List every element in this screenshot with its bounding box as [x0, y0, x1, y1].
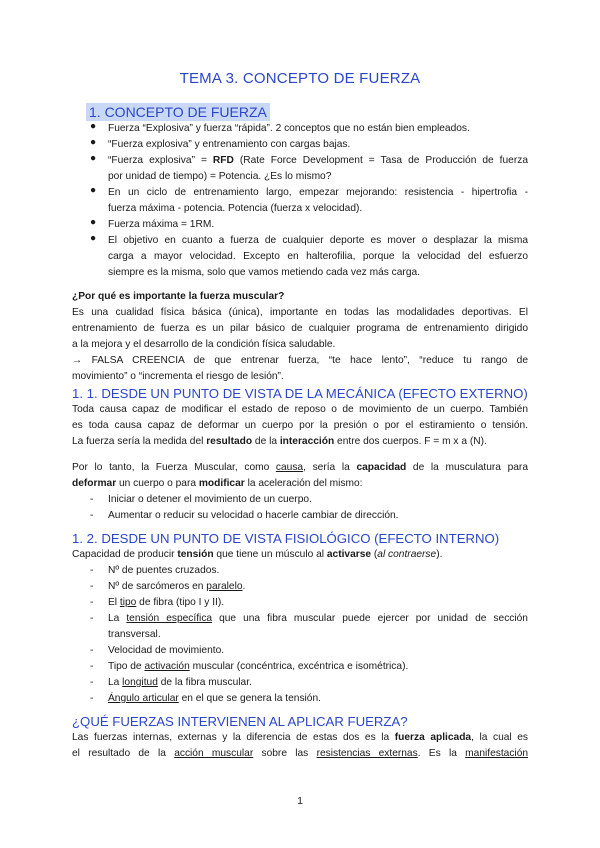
paragraph-line: movimiento” o “incrementa el riesgo de lesión”. — [72, 371, 284, 382]
paragraph-line: → FALSA CREENCIA de que entrenar fuerza, “te hace lento”, “reduce tu rango de — [72, 355, 528, 366]
paragraph-line: deformar un cuerpo o para modificar la aceleración del mismo: — [72, 478, 363, 489]
section-heading-fuerzas: ¿QUÉ FUERZAS INTERVIENEN AL APLICAR FUERZA? — [72, 714, 408, 729]
dash-marker: - — [90, 613, 94, 624]
paragraph-line: Capacidad de producir tensión que tiene un músculo al activarse (al contraerse). — [72, 549, 443, 560]
paragraph-line: La fuerza sería la medida del resultado de la interacción entre dos cuerpos. F = m x a (N). — [72, 436, 487, 447]
list-item: Fuerza “Explosiva” y fuerza “rápida”. 2 conceptos que no están bien empleados. — [108, 123, 470, 134]
bullet-marker: ● — [90, 137, 97, 148]
list-item-continuation: fuerza máxima - potencia. Potencia (fuerza x velocidad). — [108, 203, 363, 214]
list-item: “Fuerza explosiva” = RFD (Rate Force Development = Tasa de Producción de fuerza — [108, 155, 528, 166]
list-item-continuation: siempre es la misma, solo que vamos metiendo cada vez más carga. — [108, 267, 420, 278]
bullet-marker: ● — [90, 185, 97, 196]
list-item: Iniciar o detener el movimiento de un cuerpo. — [108, 494, 312, 505]
list-item: “Fuerza explosiva” y entrenamiento con cargas bajas. — [108, 139, 351, 150]
paragraph-line: a la mejora y el desarrollo de la condición física saludable. — [72, 339, 336, 350]
dash-marker: - — [90, 677, 94, 688]
list-item: Velocidad de movimiento. — [108, 645, 225, 656]
list-item: El objetivo en cuanto a fuerza de cualquier deporte es mover o desplazar la misma — [108, 235, 528, 246]
dash-marker: - — [90, 494, 94, 505]
paragraph-line: el resultado de la acción muscular sobre las resistencias externas. Es la manifestación — [72, 748, 529, 759]
paragraph-line: entrenamiento de fuerza es un pilar básico de cualquier programa de entrenamiento dirigido — [72, 323, 528, 334]
bullet-marker: ● — [90, 233, 97, 244]
list-item: El tipo de fibra (tipo I y II). — [108, 597, 225, 608]
section-heading-mecanica: 1. 1. DESDE UN PUNTO DE VISTA DE LA MECÁNICA (EFECTO EXTERNO) — [72, 386, 528, 401]
list-item: Nº de puentes cruzados. — [108, 565, 220, 576]
paragraph-line: Es una cualidad física básica (única), importante en todas las modalidades deportivas. El — [72, 307, 528, 318]
dash-marker: - — [90, 693, 94, 704]
list-item: La longitud de la fibra muscular. — [108, 677, 252, 688]
paragraph-line: es toda causa capaz de deformar un cuerpo por la presión o por el estiramiento o tensión. — [72, 420, 528, 431]
dash-marker: - — [90, 581, 94, 592]
list-item-continuation: por unidad de tiempo) = Potencia. ¿Es lo mismo? — [108, 171, 332, 182]
dash-marker: - — [90, 661, 94, 672]
dash-marker: - — [90, 510, 94, 521]
bullet-marker: ● — [90, 217, 97, 228]
paragraph-line: Toda causa capaz de modificar el estado de reposo o de movimiento de un cuerpo. También — [72, 404, 528, 415]
list-item: En un ciclo de entrenamiento largo, empezar mejorando: resistencia - hipertrofia - — [108, 187, 528, 198]
list-item: Tipo de activación muscular (concéntrica, excéntrica e isométrica). — [108, 661, 409, 672]
list-item-continuation: transversal. — [108, 629, 161, 640]
list-item: Ángulo articular en el que se genera la tensión. — [108, 693, 321, 704]
dash-marker: - — [90, 565, 94, 576]
bullet-marker: ● — [90, 153, 97, 164]
page-number: 1 — [297, 795, 303, 807]
list-item-continuation: carga a mayor velocidad. Excepto en halterofilia, porque la velocidad del esfuerzo — [108, 251, 528, 262]
dash-marker: - — [90, 597, 94, 608]
list-item: Aumentar o reducir su velocidad o hacerle cambiar de dirección. — [108, 510, 399, 521]
bullet-marker: ● — [90, 121, 97, 132]
list-item: La tensión específica que una fibra muscular puede ejercer por unidad de sección — [108, 613, 528, 624]
dash-marker: - — [90, 645, 94, 656]
paragraph-line: Por lo tanto, la Fuerza Muscular, como causa, sería la capacidad de la musculatura para — [72, 462, 528, 473]
document-title: TEMA 3. CONCEPTO DE FUERZA — [179, 70, 421, 87]
paragraph-line: Las fuerzas internas, externas y la diferencia de estas dos es la fuerza aplicada, la cual es — [72, 732, 528, 743]
list-item: Nº de sarcómeros en paralelo. — [108, 581, 246, 592]
list-item: Fuerza máxima = 1RM. — [108, 219, 215, 230]
section-heading-fisiologico: 1. 2. DESDE UN PUNTO DE VISTA FISIOLÓGICO (EFECTO INTERNO) — [72, 531, 500, 546]
question-heading: ¿Por qué es importante la fuerza muscular? — [72, 291, 285, 302]
section-heading-concepto: 1. CONCEPTO DE FUERZA — [86, 103, 270, 121]
